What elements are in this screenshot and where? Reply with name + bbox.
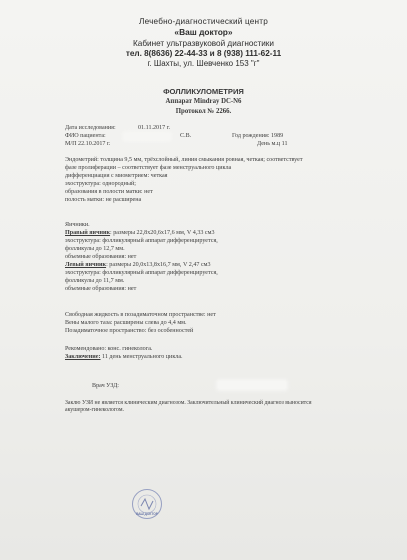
echostructure-line: эхоструктура: однородный; <box>65 181 136 187</box>
disclaimer-line2: акушером-гинекологом. <box>65 407 124 413</box>
cabinet-name: Кабинет ультразвуковой диагностики <box>133 39 274 48</box>
ovaries-heading: Яичники. <box>65 222 90 228</box>
endometrium-line: Эндометрий: толщина 9,5 мм, трёхслойный, линия смыкания ровная, четкая; соответствует <box>65 157 303 163</box>
clinic-name: «Ваш доктор» <box>174 27 233 37</box>
left-ovary-echo: эхоструктура: фолликулярный аппарат дифференцируется, <box>65 270 218 276</box>
disclaimer-line1: Заклю УЗИ не является клиническим диагнозом. Заключительный клинический диагноз выносится <box>65 400 312 406</box>
document-title: ФОЛЛИКУЛОМЕТРИЯ <box>163 87 244 96</box>
exam-date-value: 01.11.2017 г. <box>138 125 171 131</box>
redacted-doctor-name <box>218 381 286 389</box>
right-ovary-label: Правый яичник <box>65 230 111 236</box>
exam-date-label: Дата исследования: <box>65 125 116 131</box>
right-ovary-line <box>65 230 215 237</box>
phase-line: фазе пролиферации – соответствует фазе менструального цикла <box>65 165 232 171</box>
clinic-type: Лечебно-диагностический центр <box>139 17 268 26</box>
retrouterine-line: Позадиматочное пространство: без особенностей <box>65 328 194 334</box>
birth-year: Год рождения: 1989 <box>232 133 284 139</box>
conclusion-label: Заключение: <box>65 354 101 360</box>
pelvic-veins-line: Вены малого таза: расширены слева до 4,4 мм. <box>65 320 187 326</box>
left-ovary-size: : размеры 20,0х13,8х16,7 мм, V 2,47 см3 <box>106 262 211 268</box>
device-name: Аппарат Mindray DC-N6 <box>165 98 242 105</box>
cavity-masses-line: образования в полости матки: нет <box>65 189 153 195</box>
clinic-address: г. Шахты, ул. Шевченко 153 "г" <box>147 59 260 68</box>
conclusion-line <box>65 354 183 361</box>
cavity-line: полость матки: не расширена <box>65 197 142 203</box>
doctor-label: Врач УЗД: <box>92 383 119 389</box>
left-ovary-follicles: фолликулы до 11,7 мм. <box>65 278 125 284</box>
stamp-text: ВАШ ДОКТОР <box>136 512 158 516</box>
right-ovary-size: : размеры 22,8х20,6х17,6 мм, V 4,33 см3 <box>110 230 215 236</box>
free-fluid-line: Свободная жидкость в позадиматочном пространстве: нет <box>65 312 216 318</box>
clinic-stamp <box>131 488 163 520</box>
left-ovary-label: Левый яичник <box>65 262 107 268</box>
left-ovary-masses: объемные образования: нет <box>65 286 137 292</box>
last-menstrual-period: М/П 22.10.2017 г. <box>65 141 111 147</box>
right-ovary-masses: объемные образования: нет <box>65 254 137 260</box>
protocol-number: Протокол № 2266. <box>175 108 232 115</box>
left-ovary-line <box>65 262 211 269</box>
patient-initials: С.В. <box>180 133 192 139</box>
clinic-phone: тел. 8(8636) 22-44-33 и 8 (938) 111-62-11 <box>125 49 282 58</box>
right-ovary-echo: эхоструктура: фолликулярный аппарат дифференцируется, <box>65 238 218 244</box>
patient-name-label: ФИО пациента: <box>65 133 106 139</box>
right-ovary-follicles: фолликулы до 12,7 мм. <box>65 246 125 252</box>
conclusion-text: 11 день менструального цикла. <box>100 354 183 360</box>
recommendation-line: Рекомендовано: конс. гинеколога. <box>65 346 153 352</box>
redacted-name <box>124 133 170 140</box>
differentiation-line: дифференциация с миометрием: четкая <box>65 173 168 179</box>
cycle-day: День м.ц 11 <box>257 141 288 147</box>
